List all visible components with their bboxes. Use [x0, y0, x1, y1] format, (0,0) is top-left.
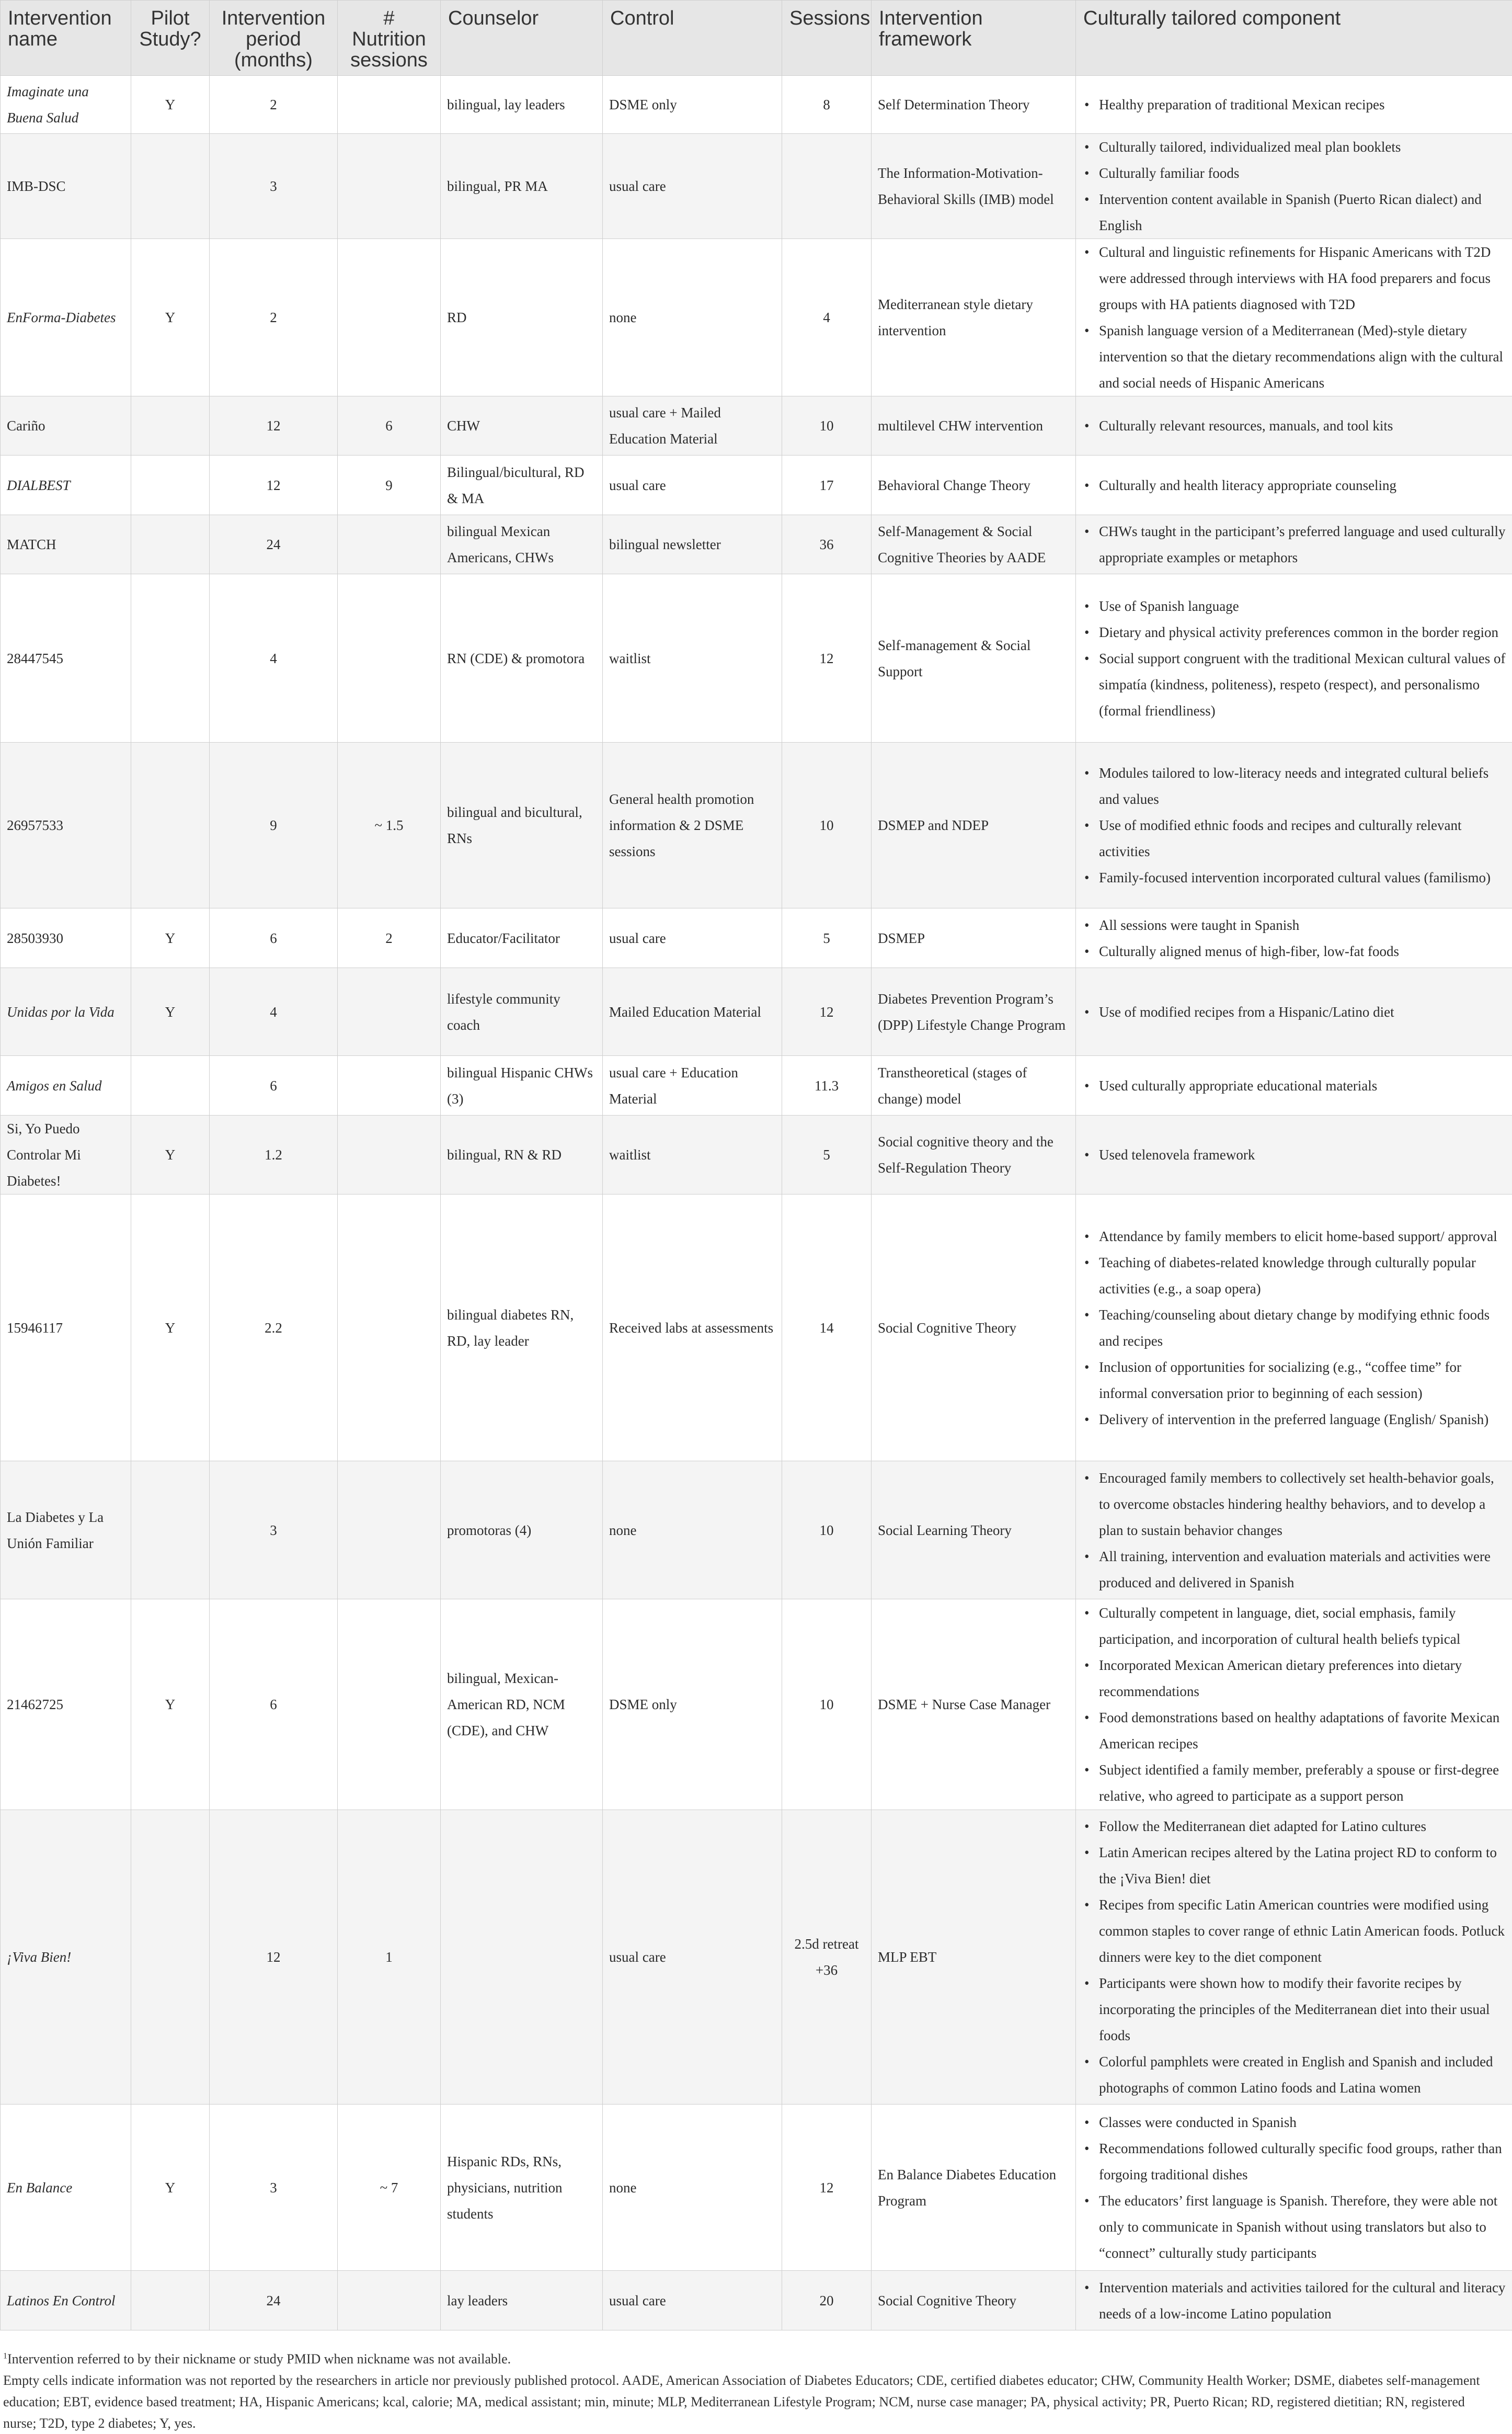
table-row — [1, 908, 1512, 968]
cell-intervention-framework: Behavioral Change Theory — [872, 456, 1076, 515]
cell-pilot-study: Y — [131, 1195, 210, 1461]
header-control: Control — [603, 1, 782, 76]
cell-nutrition-sessions — [338, 1056, 441, 1116]
component-list-item: • Participants were shown how to modify their favorite recipes by incorporating the principles of the Mediterranean diet into their usual foods — [1099, 1970, 1506, 2049]
cell-control: none — [603, 239, 782, 396]
cell-culturally-tailored-component — [1076, 2271, 1512, 2330]
header-intervention-period: Intervention period (months) — [210, 1, 338, 76]
cell-intervention-period: 6 — [210, 1599, 338, 1810]
table-row — [1, 396, 1512, 456]
cell-intervention-name: La Diabetes y La Unión Familiar — [1, 1461, 131, 1599]
table-row — [1, 743, 1512, 908]
component-list-item: • Teaching of diabetes-related knowledge through culturally popular activities (e.g., a soap opera) — [1099, 1249, 1506, 1302]
cell-intervention-name: IMB-DSC — [1, 134, 131, 239]
table-row — [1, 134, 1512, 239]
cell-sessions: 10 — [782, 1461, 872, 1599]
component-list-item: • Social support congruent with the traditional Mexican cultural values of simpatía (kindness, politeness), respeto (respect), and personalismo (formal friendliness) — [1099, 645, 1506, 724]
component-list-item: • Used culturally appropriate educational materials — [1099, 1073, 1506, 1099]
cell-intervention-period: 3 — [210, 1461, 338, 1599]
component-list-item: • Use of Spanish language — [1099, 593, 1506, 619]
cell-intervention-period: 12 — [210, 1810, 338, 2105]
table-row — [1, 239, 1512, 396]
cell-sessions: 10 — [782, 1599, 872, 1810]
table-header-row — [1, 1, 1512, 76]
cell-culturally-tailored-component — [1076, 1195, 1512, 1461]
cell-sessions: 11.3 — [782, 1056, 872, 1116]
cell-intervention-framework: DSME + Nurse Case Manager — [872, 1599, 1076, 1810]
cell-control: usual care + Education Material — [603, 1056, 782, 1116]
cell-culturally-tailored-component — [1076, 239, 1512, 396]
cell-intervention-period: 3 — [210, 134, 338, 239]
cell-intervention-name: 21462725 — [1, 1599, 131, 1810]
cell-counselor: bilingual, PR MA — [441, 134, 603, 239]
cell-nutrition-sessions: 9 — [338, 456, 441, 515]
component-list-item: • Cultural and linguistic refinements for Hispanic Americans with T2D were addressed through interviews with HA food preparers and focus groups with HA patients diagnosed with T2D — [1099, 239, 1506, 317]
cell-intervention-framework: Social cognitive theory and the Self-Regulation Theory — [872, 1116, 1076, 1195]
cell-counselor: bilingual, Mexican-American RD, NCM (CDE), and CHW — [441, 1599, 603, 1810]
table-row — [1, 1195, 1512, 1461]
cell-counselor: lay leaders — [441, 2271, 603, 2330]
cell-intervention-period: 6 — [210, 908, 338, 968]
cell-culturally-tailored-component — [1076, 908, 1512, 968]
component-list-item: • Food demonstrations based on healthy adaptations of favorite Mexican American recipes — [1099, 1704, 1506, 1757]
cell-sessions — [782, 134, 872, 239]
cell-culturally-tailored-component — [1076, 1599, 1512, 1810]
component-list-item: • Culturally relevant resources, manuals, and tool kits — [1099, 413, 1506, 439]
cell-intervention-name: Si, Yo Puedo Controlar Mi Diabetes! — [1, 1116, 131, 1195]
cell-intervention-framework: DSMEP and NDEP — [872, 743, 1076, 908]
cell-intervention-name: DIALBEST — [1, 456, 131, 515]
cell-intervention-period: 24 — [210, 2271, 338, 2330]
component-list-item: • Classes were conducted in Spanish — [1099, 2109, 1506, 2135]
cell-sessions: 10 — [782, 743, 872, 908]
footnote-2: Empty cells indicate information was not reported by the researchers in article nor previously published protocol. AADE, American Association of Diabetes Educators; CDE, certified diabetes educator; CHW, Community Health Worker; DSME, diabetes self-management education; EBT, evidence based treatment; HA, Hispanic Americans; kcal, calorie; MA, medical assistant; min, minute; MLP, Mediterranean Lifestyle Program; NCM, nurse case manager; PA, physical activity; PR, Puerto Rican; RD, registered dietitian; RN, registered nurse; T2D, type 2 diabetes; Y, yes. — [3, 2370, 1498, 2434]
table-footnotes — [0, 2348, 1498, 2434]
cell-culturally-tailored-component — [1076, 968, 1512, 1056]
cell-nutrition-sessions — [338, 515, 441, 574]
cell-intervention-period: 1.2 — [210, 1116, 338, 1195]
cell-intervention-framework: Social Cognitive Theory — [872, 2271, 1076, 2330]
cell-counselor: bilingual, lay leaders — [441, 76, 603, 134]
cell-sessions: 5 — [782, 908, 872, 968]
cell-intervention-framework: The Information-Motivation-Behavioral Skills (IMB) model — [872, 134, 1076, 239]
component-list-item: • Culturally and health literacy appropriate counseling — [1099, 472, 1506, 498]
cell-pilot-study: Y — [131, 76, 210, 134]
cell-control: General health promotion information & 2 DSME sessions — [603, 743, 782, 908]
cell-culturally-tailored-component — [1076, 1810, 1512, 2105]
component-list-item: • The educators’ first language is Spanish. Therefore, they were able not only to communicate in Spanish without using translators but also to “connect” culturally study participants — [1099, 2188, 1506, 2266]
cell-intervention-period: 2.2 — [210, 1195, 338, 1461]
cell-nutrition-sessions — [338, 1461, 441, 1599]
component-list-item: • Intervention content available in Spanish (Puerto Rican dialect) and English — [1099, 186, 1506, 238]
cell-intervention-name: Cariño — [1, 396, 131, 456]
cell-control: usual care + Mailed Education Material — [603, 396, 782, 456]
header-intervention-name: Intervention name — [1, 1, 131, 76]
cell-pilot-study: Y — [131, 1116, 210, 1195]
component-list — [1082, 593, 1506, 724]
cell-control: none — [603, 1461, 782, 1599]
component-list-item: • Healthy preparation of traditional Mexican recipes — [1099, 92, 1506, 118]
component-list — [1082, 999, 1506, 1025]
cell-control: Mailed Education Material — [603, 968, 782, 1056]
cell-counselor: bilingual diabetes RN, RD, lay leader — [441, 1195, 603, 1461]
component-list-item: • Recommendations followed culturally specific food groups, rather than forgoing traditional dishes — [1099, 2135, 1506, 2188]
component-list-item: • All sessions were taught in Spanish — [1099, 912, 1506, 938]
cell-intervention-framework: Self Determination Theory — [872, 76, 1076, 134]
cell-sessions: 12 — [782, 968, 872, 1056]
cell-counselor: bilingual Mexican Americans, CHWs — [441, 515, 603, 574]
cell-intervention-name: Latinos En Control — [1, 2271, 131, 2330]
cell-intervention-framework: Diabetes Prevention Program’s (DPP) Lifestyle Change Program — [872, 968, 1076, 1056]
table-row — [1, 2271, 1512, 2330]
cell-pilot-study — [131, 515, 210, 574]
component-list-item: • Culturally competent in language, diet, social emphasis, family participation, and incorporation of cultural health beliefs typical — [1099, 1600, 1506, 1652]
cell-pilot-study — [131, 1056, 210, 1116]
cell-culturally-tailored-component — [1076, 456, 1512, 515]
cell-intervention-name: 15946117 — [1, 1195, 131, 1461]
cell-counselor: RD — [441, 239, 603, 396]
cell-pilot-study: Y — [131, 1599, 210, 1810]
table-body — [1, 76, 1512, 2330]
component-list-item: • Used telenovela framework — [1099, 1142, 1506, 1168]
cell-nutrition-sessions: 6 — [338, 396, 441, 456]
component-list-item: • Encouraged family members to collectively set health-behavior goals, to overcome obstacles hindering healthy behaviors, and to develop a plan to sustain behavior changes — [1099, 1465, 1506, 1543]
component-list-item: • Use of modified recipes from a Hispanic/Latino diet — [1099, 999, 1506, 1025]
cell-intervention-framework: Self-Management & Social Cognitive Theories by AADE — [872, 515, 1076, 574]
cell-culturally-tailored-component — [1076, 515, 1512, 574]
cell-culturally-tailored-component — [1076, 2105, 1512, 2271]
component-list-item: • Teaching/counseling about dietary change by modifying ethnic foods and recipes — [1099, 1302, 1506, 1354]
table-row — [1, 515, 1512, 574]
cell-intervention-name: En Balance — [1, 2105, 131, 2271]
component-list-item: • All training, intervention and evaluation materials and activities were produced and delivered in Spanish — [1099, 1543, 1506, 1596]
cell-counselor: RN (CDE) & promotora — [441, 574, 603, 743]
cell-nutrition-sessions — [338, 2271, 441, 2330]
component-list-item: • Modules tailored to low-literacy needs and integrated cultural beliefs and values — [1099, 760, 1506, 812]
cell-control: waitlist — [603, 1116, 782, 1195]
cell-intervention-name: MATCH — [1, 515, 131, 574]
component-list — [1082, 518, 1506, 571]
cell-intervention-framework: Social Cognitive Theory — [872, 1195, 1076, 1461]
component-list — [1082, 413, 1506, 439]
table-row — [1, 968, 1512, 1056]
cell-sessions: 12 — [782, 574, 872, 743]
cell-control: Received labs at assessments — [603, 1195, 782, 1461]
table-row — [1, 1056, 1512, 1116]
component-list — [1082, 1073, 1506, 1099]
cell-culturally-tailored-component — [1076, 1056, 1512, 1116]
footnote-mark: 1 — [3, 2351, 7, 2360]
cell-control: usual care — [603, 134, 782, 239]
component-list-item: • Incorporated Mexican American dietary preferences into dietary recommendations — [1099, 1652, 1506, 1704]
component-list-item: • Subject identified a family member, preferably a spouse or first-degree relative, who agreed to participate as a support person — [1099, 1757, 1506, 1809]
cell-pilot-study — [131, 456, 210, 515]
cell-counselor: Educator/Facilitator — [441, 908, 603, 968]
component-list-item: • Colorful pamphlets were created in English and Spanish and included photographs of common Latino foods and Latina women — [1099, 2049, 1506, 2101]
component-list-item: • Use of modified ethnic foods and recipes and culturally relevant activities — [1099, 812, 1506, 865]
component-list — [1082, 472, 1506, 498]
cell-intervention-period: 12 — [210, 456, 338, 515]
component-list-item: • Family-focused intervention incorporated cultural values (familismo) — [1099, 865, 1506, 891]
cell-intervention-name: ¡Viva Bien! — [1, 1810, 131, 2105]
cell-control: bilingual newsletter — [603, 515, 782, 574]
cell-sessions: 20 — [782, 2271, 872, 2330]
cell-nutrition-sessions — [338, 76, 441, 134]
cell-intervention-framework: Mediterranean style dietary intervention — [872, 239, 1076, 396]
component-list-item: • Culturally tailored, individualized meal plan booklets — [1099, 134, 1506, 160]
table-row — [1, 76, 1512, 134]
cell-nutrition-sessions — [338, 134, 441, 239]
cell-nutrition-sessions — [338, 1195, 441, 1461]
cell-counselor: promotoras (4) — [441, 1461, 603, 1599]
header-counselor: Counselor — [441, 1, 603, 76]
cell-counselor: Bilingual/bicultural, RD & MA — [441, 456, 603, 515]
cell-intervention-framework: Social Learning Theory — [872, 1461, 1076, 1599]
cell-intervention-name: EnForma-Diabetes — [1, 239, 131, 396]
cell-intervention-period: 3 — [210, 2105, 338, 2271]
component-list — [1082, 239, 1506, 396]
cell-pilot-study: Y — [131, 968, 210, 1056]
cell-sessions: 5 — [782, 1116, 872, 1195]
cell-intervention-framework: Transtheoretical (stages of change) model — [872, 1056, 1076, 1116]
cell-nutrition-sessions — [338, 968, 441, 1056]
cell-intervention-period: 4 — [210, 968, 338, 1056]
cell-control: none — [603, 2105, 782, 2271]
cell-culturally-tailored-component — [1076, 743, 1512, 908]
cell-counselor: bilingual and bicultural, RNs — [441, 743, 603, 908]
table-row — [1, 1810, 1512, 2105]
table-row — [1, 456, 1512, 515]
cell-culturally-tailored-component — [1076, 1116, 1512, 1195]
cell-intervention-period: 6 — [210, 1056, 338, 1116]
component-list-item: • Follow the Mediterranean diet adapted for Latino cultures — [1099, 1813, 1506, 1839]
header-intervention-framework: Intervention framework — [872, 1, 1076, 76]
component-list-item: • Attendance by family members to elicit home-based support/ approval — [1099, 1223, 1506, 1249]
cell-nutrition-sessions — [338, 574, 441, 743]
cell-control: usual care — [603, 2271, 782, 2330]
table-row — [1, 1599, 1512, 1810]
header-sessions: Sessions — [782, 1, 872, 76]
table-row — [1, 2105, 1512, 2271]
cell-counselor: CHW — [441, 396, 603, 456]
component-list — [1082, 912, 1506, 964]
component-list — [1082, 1813, 1506, 2101]
cell-culturally-tailored-component — [1076, 1461, 1512, 1599]
cell-intervention-period: 2 — [210, 239, 338, 396]
component-list — [1082, 134, 1506, 238]
cell-sessions: 4 — [782, 239, 872, 396]
cell-sessions: 2.5d retreat +36 — [782, 1810, 872, 2105]
component-list-item: • Inclusion of opportunities for socializing (e.g., “coffee time” for informal conversation prior to beginning of each session) — [1099, 1354, 1506, 1406]
cell-counselor: lifestyle community coach — [441, 968, 603, 1056]
cell-sessions: 10 — [782, 396, 872, 456]
cell-control: DSME only — [603, 1599, 782, 1810]
cell-intervention-name: Imaginate una Buena Salud — [1, 76, 131, 134]
cell-pilot-study — [131, 574, 210, 743]
cell-control: usual care — [603, 456, 782, 515]
cell-pilot-study: Y — [131, 908, 210, 968]
cell-intervention-name: Amigos en Salud — [1, 1056, 131, 1116]
component-list-item: • Culturally familiar foods — [1099, 160, 1506, 186]
cell-nutrition-sessions: 2 — [338, 908, 441, 968]
header-pilot-study: Pilot Study? — [131, 1, 210, 76]
cell-culturally-tailored-component — [1076, 396, 1512, 456]
cell-counselor: bilingual, RN & RD — [441, 1116, 603, 1195]
cell-control: waitlist — [603, 574, 782, 743]
cell-sessions: 36 — [782, 515, 872, 574]
header-nutrition-sessions: # Nutrition sessions — [338, 1, 441, 76]
cell-control: DSME only — [603, 76, 782, 134]
cell-pilot-study — [131, 1810, 210, 2105]
component-list-item: • Dietary and physical activity preferences common in the border region — [1099, 619, 1506, 645]
header-culturally-tailored-component: Culturally tailored component — [1076, 1, 1512, 76]
cell-control: usual care — [603, 1810, 782, 2105]
table-row — [1, 1461, 1512, 1599]
table-row — [1, 1116, 1512, 1195]
component-list — [1082, 1600, 1506, 1809]
component-list — [1082, 760, 1506, 891]
cell-intervention-framework: Self-management & Social Support — [872, 574, 1076, 743]
component-list — [1082, 2274, 1506, 2327]
component-list-item: • Spanish language version of a Mediterranean (Med)-style dietary intervention so that the dietary recommendations align with the cultural and social needs of Hispanic Americans — [1099, 317, 1506, 396]
component-list — [1082, 92, 1506, 118]
component-list — [1082, 1142, 1506, 1168]
component-list-item: • Intervention materials and activities tailored for the cultural and literacy needs of a low-income Latino population — [1099, 2274, 1506, 2327]
cell-intervention-period: 24 — [210, 515, 338, 574]
component-list-item: • Culturally aligned menus of high-fiber, low-fat foods — [1099, 938, 1506, 964]
component-list-item: • CHWs taught in the participant’s preferred language and used culturally appropriate examples or metaphors — [1099, 518, 1506, 571]
cell-intervention-framework: MLP EBT — [872, 1810, 1076, 2105]
cell-sessions: 17 — [782, 456, 872, 515]
cell-intervention-name: 28447545 — [1, 574, 131, 743]
cell-culturally-tailored-component — [1076, 574, 1512, 743]
component-list — [1082, 2109, 1506, 2266]
cell-intervention-framework: multilevel CHW intervention — [872, 396, 1076, 456]
cell-nutrition-sessions — [338, 1116, 441, 1195]
component-list-item: • Recipes from specific Latin American countries were modified using common staples to cover range of ethnic Latin American foods. Potluck dinners were key to the diet component — [1099, 1892, 1506, 1970]
component-list-item: • Delivery of intervention in the preferred language (English/ Spanish) — [1099, 1406, 1506, 1432]
table-row — [1, 574, 1512, 743]
cell-pilot-study — [131, 743, 210, 908]
cell-nutrition-sessions — [338, 239, 441, 396]
cell-counselor: Hispanic RDs, RNs, physicians, nutrition students — [441, 2105, 603, 2271]
cell-culturally-tailored-component — [1076, 76, 1512, 134]
component-list — [1082, 1223, 1506, 1432]
cell-intervention-period: 12 — [210, 396, 338, 456]
cell-pilot-study: Y — [131, 2105, 210, 2271]
component-list-item: • Latin American recipes altered by the Latina project RD to conform to the ¡Viva Bien! diet — [1099, 1839, 1506, 1892]
cell-sessions: 12 — [782, 2105, 872, 2271]
component-list — [1082, 1465, 1506, 1596]
cell-sessions: 14 — [782, 1195, 872, 1461]
cell-nutrition-sessions: ~ 1.5 — [338, 743, 441, 908]
cell-intervention-period: 4 — [210, 574, 338, 743]
cell-pilot-study — [131, 1461, 210, 1599]
cell-nutrition-sessions: 1 — [338, 1810, 441, 2105]
cell-control: usual care — [603, 908, 782, 968]
cell-intervention-name: Unidas por la Vida — [1, 968, 131, 1056]
footnote-1 — [3, 2348, 1498, 2370]
cell-pilot-study — [131, 2271, 210, 2330]
cell-counselor: bilingual Hispanic CHWs (3) — [441, 1056, 603, 1116]
cell-sessions: 8 — [782, 76, 872, 134]
cell-intervention-framework: En Balance Diabetes Education Program — [872, 2105, 1076, 2271]
cell-intervention-period: 9 — [210, 743, 338, 908]
cell-culturally-tailored-component — [1076, 134, 1512, 239]
cell-pilot-study: Y — [131, 239, 210, 396]
cell-intervention-framework: DSMEP — [872, 908, 1076, 968]
cell-intervention-name: 28503930 — [1, 908, 131, 968]
cell-intervention-name: 26957533 — [1, 743, 131, 908]
cell-nutrition-sessions — [338, 1599, 441, 1810]
cell-pilot-study — [131, 134, 210, 239]
footnote-1-text: Intervention referred to by their nickname or study PMID when nickname was not available. — [7, 2351, 511, 2367]
cell-nutrition-sessions: ~ 7 — [338, 2105, 441, 2271]
cell-pilot-study — [131, 396, 210, 456]
cell-counselor — [441, 1810, 603, 2105]
cell-intervention-period: 2 — [210, 76, 338, 134]
